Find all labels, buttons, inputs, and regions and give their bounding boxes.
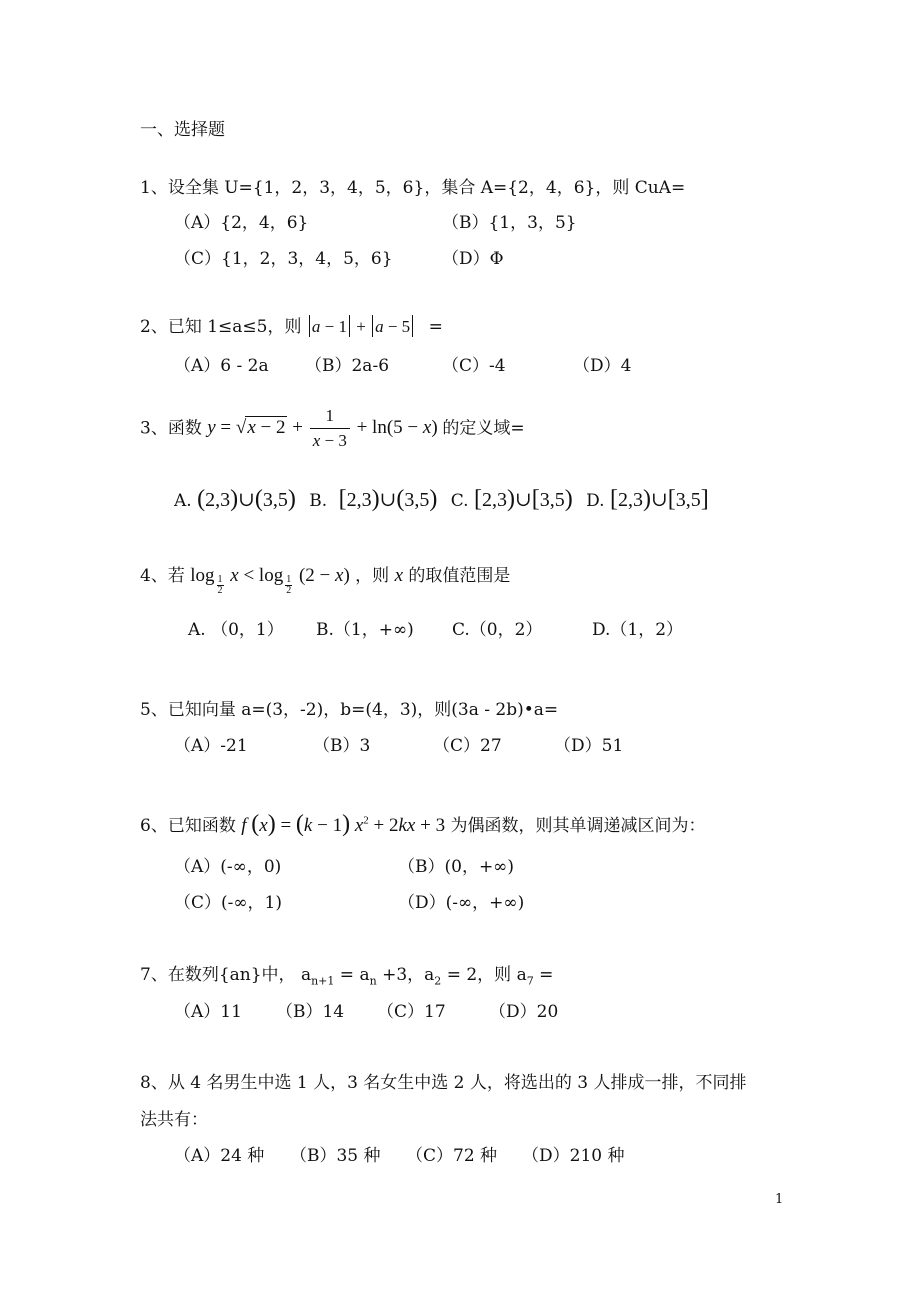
question-1-option-d: （D）Φ — [442, 249, 504, 269]
question-5-option-b: （B）3 — [313, 736, 371, 756]
question-3-option-c-formula: [2,3)∪[3,5) — [473, 486, 573, 512]
function-f-formula: f (x) = (k − 1) $x^2 + 2kx + 3$ — [241, 811, 446, 837]
question-2-suffix: = — [428, 317, 443, 337]
target-term: $a_7$ = — [516, 965, 554, 988]
question-5-option-c: （C）27 — [433, 736, 502, 756]
question-8-line-2: 法共有： — [140, 1110, 208, 1130]
question-3-suffix: 的定义域= — [442, 418, 525, 439]
question-4-prefix: 4、若 — [140, 566, 185, 586]
question-3-prefix: 3、函数 — [140, 418, 202, 439]
function-formula: y = √x − 2 + $\frac{1}{x - 3}$ + ln(5 − x) — [207, 406, 443, 451]
question-1-stem: 1、设全集 U={1，2，3，4，5，6}，集合 A={2，4，6}，则 CuA= — [140, 178, 686, 198]
abs-value-formula: a − 1 + a − 5 — [307, 317, 415, 336]
question-7-option-c: （C）17 — [377, 1002, 446, 1022]
question-5-option-d: （D）51 — [554, 736, 624, 756]
page-number: 1 — [775, 1192, 784, 1207]
question-8-option-d: （D）210 种 — [522, 1146, 625, 1166]
question-8-option-b: （B）35 种 — [290, 1146, 381, 1166]
question-2-prefix: 2、已知 1≤a≤5，则 — [140, 317, 302, 337]
variable-x: x — [394, 565, 404, 586]
question-2-stem — [140, 315, 443, 337]
question-1-option-c: （C）{1，2，3，4，5，6} — [174, 249, 393, 269]
question-3-option-b-label: B. — [309, 491, 328, 511]
question-6-prefix: 6、已知函数 — [140, 816, 236, 836]
question-4-option-d: D.（1，2） — [592, 620, 684, 640]
question-3-option-c-label: C. — [450, 491, 469, 511]
question-6-suffix: 为偶函数，则其单调递减区间为： — [450, 816, 706, 836]
question-4-option-c: C.（0，2） — [452, 620, 543, 640]
question-3-option-b-formula: [2,3)∪(3,5) — [338, 486, 438, 512]
question-7-option-b: （B）14 — [276, 1002, 345, 1022]
question-5-option-a: （A）-21 — [174, 736, 248, 756]
question-6-option-c: （C）(-∞，1) — [174, 893, 282, 913]
question-8-option-a: （A）24 种 — [174, 1146, 265, 1166]
question-8-line-1: 8、从 4 名男生中选 1 人，3 名女生中选 2 人，将选出的 3 人排成一排，不同排 — [140, 1073, 747, 1093]
section-title: 一、选择题 — [140, 120, 225, 140]
question-3-option-a-label: A. — [174, 491, 192, 511]
question-7-option-a: （A）11 — [174, 1002, 242, 1022]
question-4-mid: ，则 — [355, 566, 390, 586]
question-2-option-d: （D）4 — [573, 356, 632, 376]
question-2-option-a: （A）6 - 2a — [174, 356, 269, 376]
log-inequality: log $\frac{1}{2}$ x < log $\frac{1}{2}$ (2 − x) — [190, 565, 350, 596]
question-7-option-d: （D）20 — [489, 1002, 559, 1022]
question-2-option-b: （B）2a-6 — [305, 356, 390, 376]
question-4-option-a: A. （0，1） — [188, 620, 284, 640]
question-3-option-d-formula: [2,3)∪[3,5] — [609, 486, 709, 512]
question-3-option-a-formula: (2,3)∪(3,5) — [197, 486, 296, 512]
question-7-stem — [140, 967, 553, 986]
question-1-option-b: （B）{1，3，5} — [442, 213, 577, 233]
recurrence-formula: $a_{n+1} = a_n +3$，$a_2 = 2$ — [300, 965, 478, 988]
question-6-option-d: （D）(-∞，+∞) — [398, 893, 525, 913]
question-4-suffix: 的取值范围是 — [408, 566, 511, 586]
question-7-suffix: ，则 — [477, 965, 512, 985]
question-2-option-c: （C）-4 — [442, 356, 506, 376]
question-1-option-a: （A）{2，4，6} — [174, 213, 309, 233]
question-3-option-d-label: D. — [586, 491, 605, 511]
question-7-prefix: 7、在数列{an}中， — [140, 965, 296, 985]
question-3-stem — [140, 406, 525, 452]
question-6-option-a: （A）(-∞，0) — [174, 857, 282, 877]
question-4-option-b: B.（1，+∞) — [316, 620, 414, 640]
question-5-stem: 5、已知向量 a=(3，-2)，b=(4，3)，则(3a - 2b)•a= — [140, 700, 559, 720]
question-6-stem — [140, 812, 705, 836]
question-6-option-b: （B）(0，+∞) — [398, 857, 514, 877]
question-3-options — [174, 487, 709, 511]
question-8-option-c: （C）72 种 — [406, 1146, 498, 1166]
question-4-stem — [140, 566, 510, 597]
